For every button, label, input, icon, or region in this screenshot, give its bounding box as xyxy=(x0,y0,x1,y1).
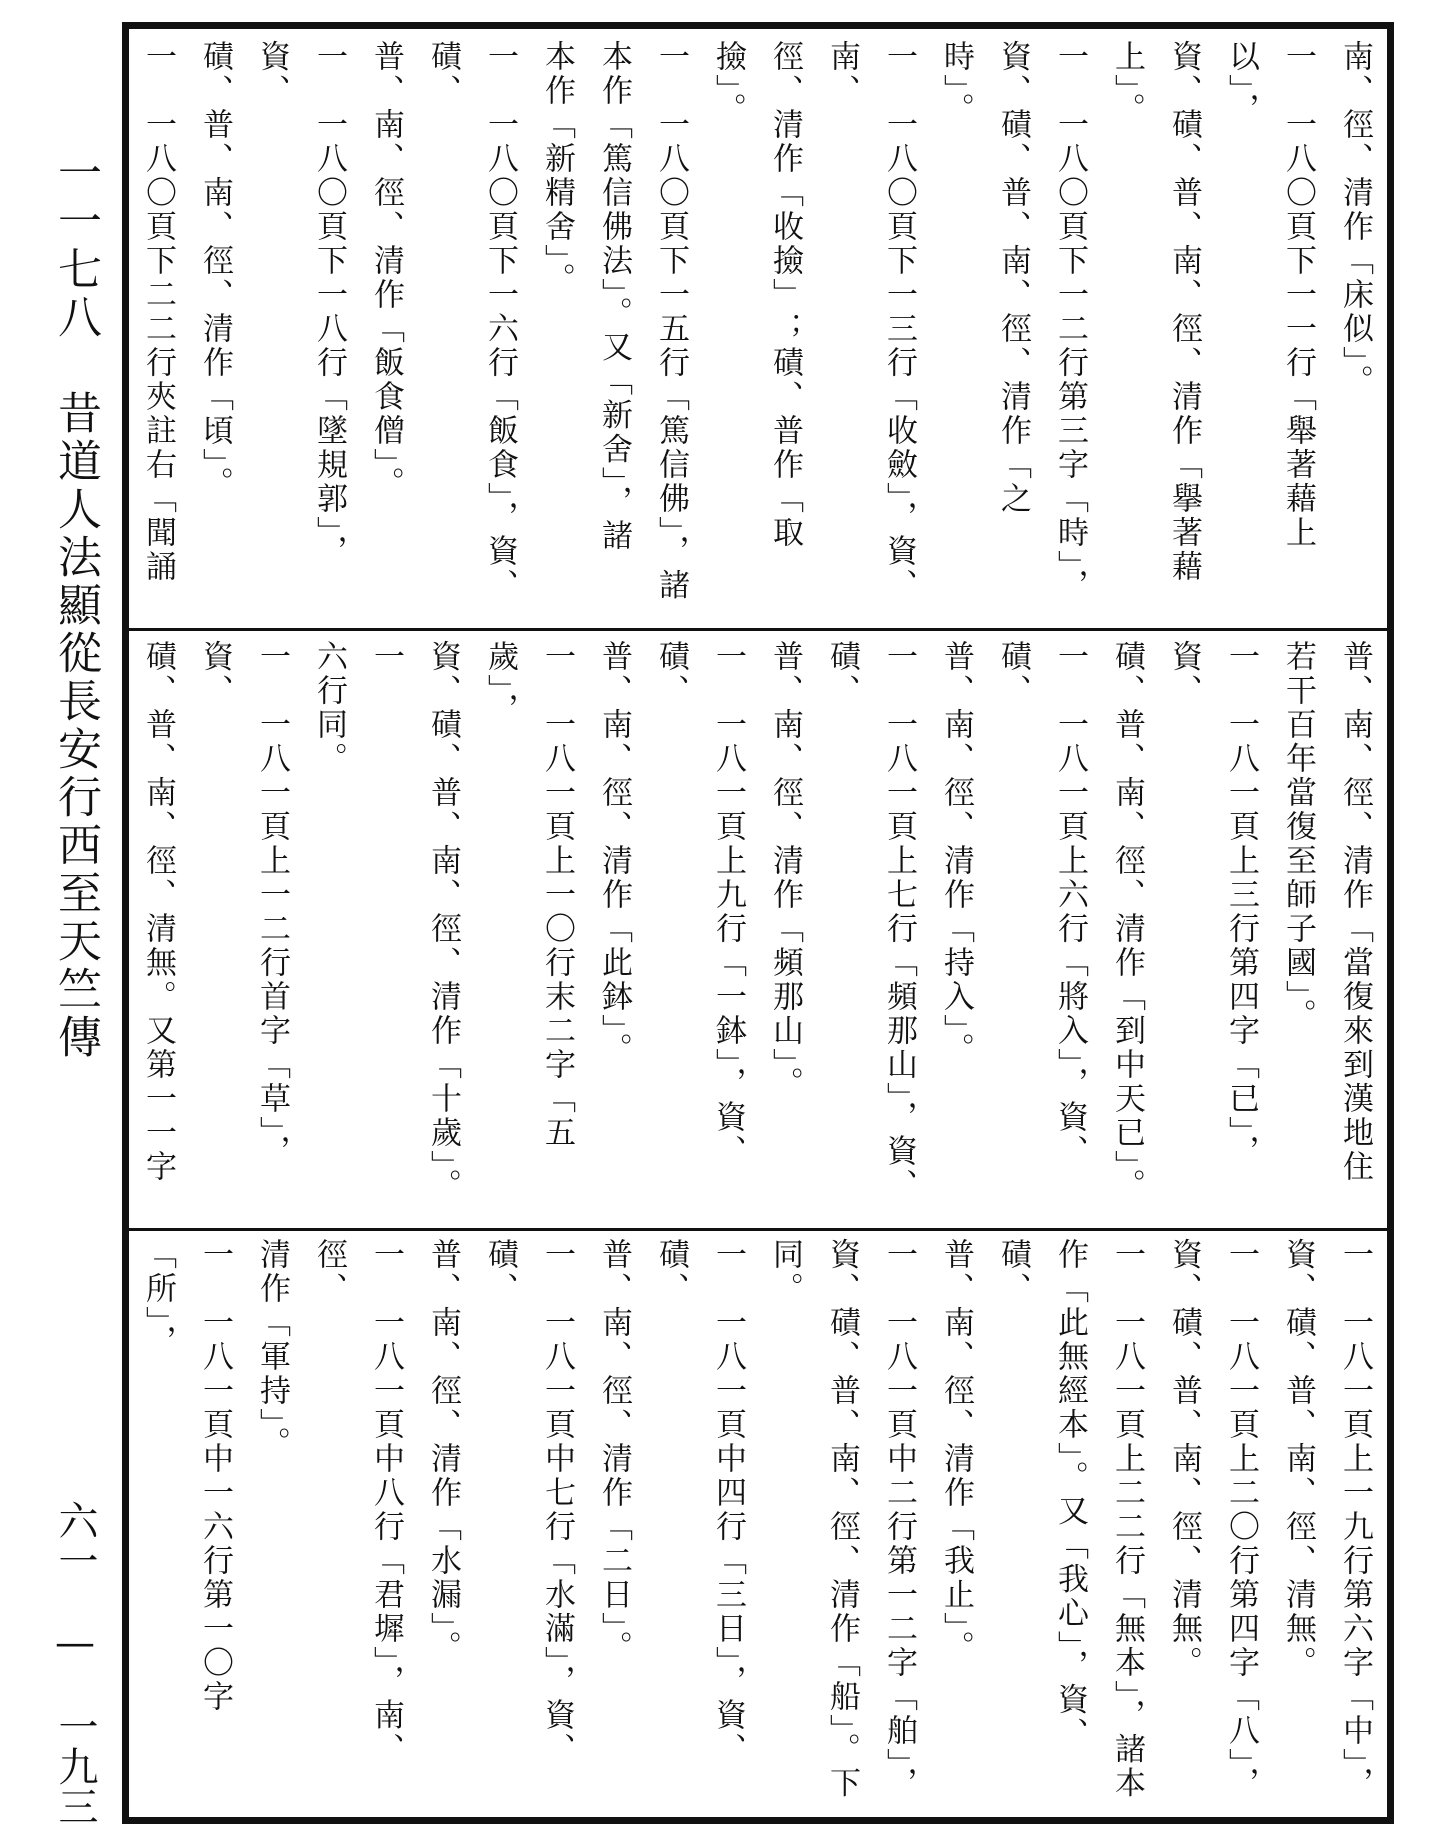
entry-line: 一 一八一頁上一〇行末二字「五歲」， xyxy=(482,640,575,1150)
entry-line: 普、南、徑、清作「飯食僧」。 xyxy=(368,40,404,501)
entry-line: 資、磧、普、南、徑、清作「船」。下同。 xyxy=(767,1238,860,1801)
register-band-top xyxy=(133,40,1383,622)
entry-line: 清作「軍持」。 xyxy=(254,1238,290,1461)
entry-line: 本作「篤信佛法」。又「新舍」，諸 xyxy=(596,40,632,553)
entry-line: 上」。 xyxy=(1109,40,1145,127)
entry-line: 普、南、徑、清作「二日」。 xyxy=(596,1238,632,1665)
entry-line: 資、磧、普、南、徑、清無。 xyxy=(1166,1238,1202,1680)
entry-line: 一 一八一頁上九行「一鉢」，資、磧、 xyxy=(653,640,746,1169)
entry-line: 普、南、徑、清作「水漏」。 xyxy=(425,1238,461,1665)
band-entries xyxy=(133,40,1383,622)
entry-line: 資、磧、普、南、徑、清作「之 xyxy=(995,40,1031,516)
register-band-middle xyxy=(133,640,1383,1220)
band-divider xyxy=(122,628,1394,631)
entry-line: 普、南、徑、清作「頻那山」。 xyxy=(767,640,803,1101)
entry-line: 一 一八一頁上一二行首字「草」，資、 xyxy=(197,640,290,1169)
entry-line: 時」。 xyxy=(938,40,974,127)
margin-page-number: 六一 — 一九三 xyxy=(52,1500,98,1826)
entry-line: 一 一八一頁上三行第四字「已」，資、 xyxy=(1166,640,1259,1169)
entry-line: 普、南、徑、清作「當復來到漢地住 xyxy=(1337,640,1373,1184)
entry-line: 磧、普、南、徑、清作「頃」。 xyxy=(197,40,233,501)
entry-line: 南、徑、清作「床似」。 xyxy=(1337,40,1373,399)
entry-line: 一 一八一頁上二二行「無本」，諸本 xyxy=(1109,1238,1145,1801)
entry-line: 一 一八一頁上六行「將入」，資、磧、 xyxy=(995,640,1088,1169)
entry-line: 若干百年當復至師子國」。 xyxy=(1280,640,1316,1033)
entry-line: 六行同。 xyxy=(311,640,347,776)
band-divider xyxy=(122,1228,1394,1231)
entry-line: 普、南、徑、清作「此鉢」。 xyxy=(596,640,632,1067)
entry-line: 一 一八〇頁下一一行「舉著藉上以」， xyxy=(1223,40,1316,550)
entry-line: 一 一八一頁中四行「三日」，資、磧、 xyxy=(653,1238,746,1767)
entry-line: 一 一八一頁中二行第一二字「舶」， xyxy=(881,1238,917,1801)
entry-line: 一 一八一頁中七行「水滿」，資、磧、 xyxy=(482,1238,575,1767)
band-entries xyxy=(133,1238,1383,1810)
entry-line: 資、磧、普、南、徑、清無。 xyxy=(1280,1238,1316,1680)
entry-line: 一 一八〇頁下一二行第三字「時」， xyxy=(1052,40,1088,603)
margin-title: 一一七八 昔道人法顯從長安行西至天竺傳 xyxy=(50,150,101,1062)
entry-line: 一 一八〇頁下一六行「飯食」，資、磧、 xyxy=(425,40,518,603)
entry-line: 磧、普、南、徑、清作「到中天已」。 xyxy=(1109,640,1145,1203)
entry-line: 徑、清作「收撿」；磧、普作「取撿」。 xyxy=(710,40,803,550)
entry-line: 一 一八一頁上七行「頻那山」，資、磧、 xyxy=(824,640,917,1203)
entry-line: 普、南、徑、清作「持入」。 xyxy=(938,640,974,1067)
entry-line: 普、南、徑、清作「我止」。 xyxy=(938,1238,974,1665)
entry-line: 磧、普、南、徑、清無。又第一一字 xyxy=(140,640,176,1184)
entry-line: 一 一八〇頁下一八行「墜規郭」，資、 xyxy=(254,40,347,569)
entry-line: 資、磧、普、南、徑、清作「擧著藉 xyxy=(1166,40,1202,584)
entry-line: 一 一八〇頁下一五行「篤信佛」，諸 xyxy=(653,40,689,603)
register-band-bottom xyxy=(133,1238,1383,1810)
entry-line: 一 一八一頁上二〇行第四字「八」， xyxy=(1223,1238,1259,1801)
entry-line: 本作「新精舍」。 xyxy=(539,40,575,297)
entry-line: 一 一八〇頁下二二行夾註右「聞誦 xyxy=(140,40,176,584)
band-entries xyxy=(133,640,1383,1220)
entry-line: 一 一八一頁中一六行第一〇字「所」， xyxy=(140,1238,233,1714)
entry-line: 作「此無經本」。又「我心」，資、磧、 xyxy=(995,1238,1088,1751)
entry-line: 一 一八一頁上一九行第六字「中」， xyxy=(1337,1238,1373,1801)
entry-line: 資、磧、普、南、徑、清作「十歲」。一 xyxy=(368,640,461,1203)
entry-line: 一 一八一頁中八行「君墀」，南、徑、 xyxy=(311,1238,404,1767)
entry-line: 一 一八〇頁下一三行「收斂」，資、南、 xyxy=(824,40,917,603)
